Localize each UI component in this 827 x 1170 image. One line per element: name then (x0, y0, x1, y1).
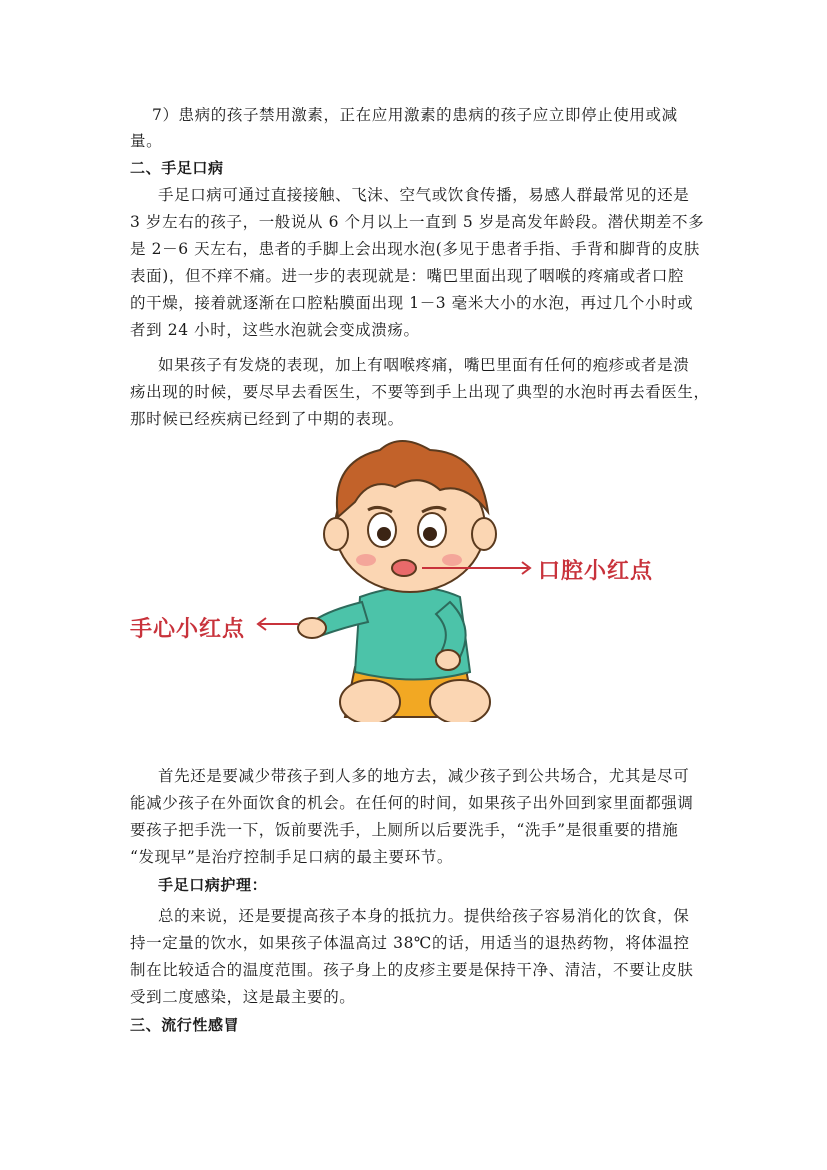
para3-line4: “发现早”是治疗控制手足口病的最主要环节。 (130, 848, 453, 866)
section7-line1: 7）患病的孩子禁用激素，正在应用激素的患病的孩子应立即停止使用或减 (152, 106, 678, 124)
para1-line4: 表面)，但不痒不痛。进一步的表现就是：嘴巴里面出现了咽喉的疼痛或者口腔 (130, 267, 685, 285)
para3-line3: 要孩子把手洗一下，饭前要洗手，上厕所以后要洗手，“洗手”是很重要的措施 (130, 821, 679, 839)
para3-line1: 首先还是要减少带孩子到人多的地方去，减少孩子到公共场合，尤其是尽可 (158, 767, 690, 785)
care-heading: 手足口病护理： (158, 876, 268, 894)
para3-line2: 能减少孩子在外面饮食的机会。在任何的时间，如果孩子出外回到家里面都强调 (130, 794, 694, 812)
mouth-red-spots-label: 口腔小红点 (538, 559, 654, 584)
section7-line2: 量。 (130, 132, 163, 150)
para1-line2: 3 岁左右的孩子，一般说从 6 个月以上一直到 5 岁是高发年龄段。潜伏期差不多 (130, 213, 705, 231)
para1-line5: 的干燥，接着就逐渐在口腔粘膜面出现 1－3 毫米大小的水泡，再过几个小时或 (130, 294, 694, 312)
child-illustration (130, 432, 670, 722)
para1-line3: 是 2－6 天左右，患者的手脚上会出现水泡(多见于患者手指、手背和脚背的皮肤 (130, 240, 700, 258)
para1-line6: 者到 24 小时，这些水泡就会变成溃疡。 (130, 321, 420, 339)
para4-line4: 受到二度感染，这是最主要的。 (130, 988, 356, 1006)
para4-line1: 总的来说，还是要提高孩子本身的抵抗力。提供给孩子容易消化的饮食，保 (158, 907, 690, 925)
section3-heading: 三、流行性感冒 (130, 1016, 240, 1034)
para2-line2: 疡出现的时候，要尽早去看医生，不要等到手上出现了典型的水泡时再去看医生， (130, 383, 710, 401)
para4-line3: 制在比较适合的温度范围。孩子身上的皮疹主要是保持干净、清洁，不要让皮肤 (130, 961, 694, 979)
para2-line3: 那时候已经疾病已经到了中期的表现。 (130, 410, 404, 428)
para1-line1: 手足口病可通过直接接触、飞沫、空气或饮食传播，易感人群最常见的还是 (158, 186, 690, 204)
hand-red-spots-label: 手心小红点 (130, 617, 246, 642)
section2-heading: 二、手足口病 (130, 159, 224, 177)
para4-line2: 持一定量的饮水，如果孩子体温高过 38℃的话，用适当的退热药物，将体温控 (130, 934, 690, 952)
para2-line1: 如果孩子有发烧的表现，加上有咽喉疼痛，嘴巴里面有任何的疱疹或者是溃 (158, 356, 690, 374)
